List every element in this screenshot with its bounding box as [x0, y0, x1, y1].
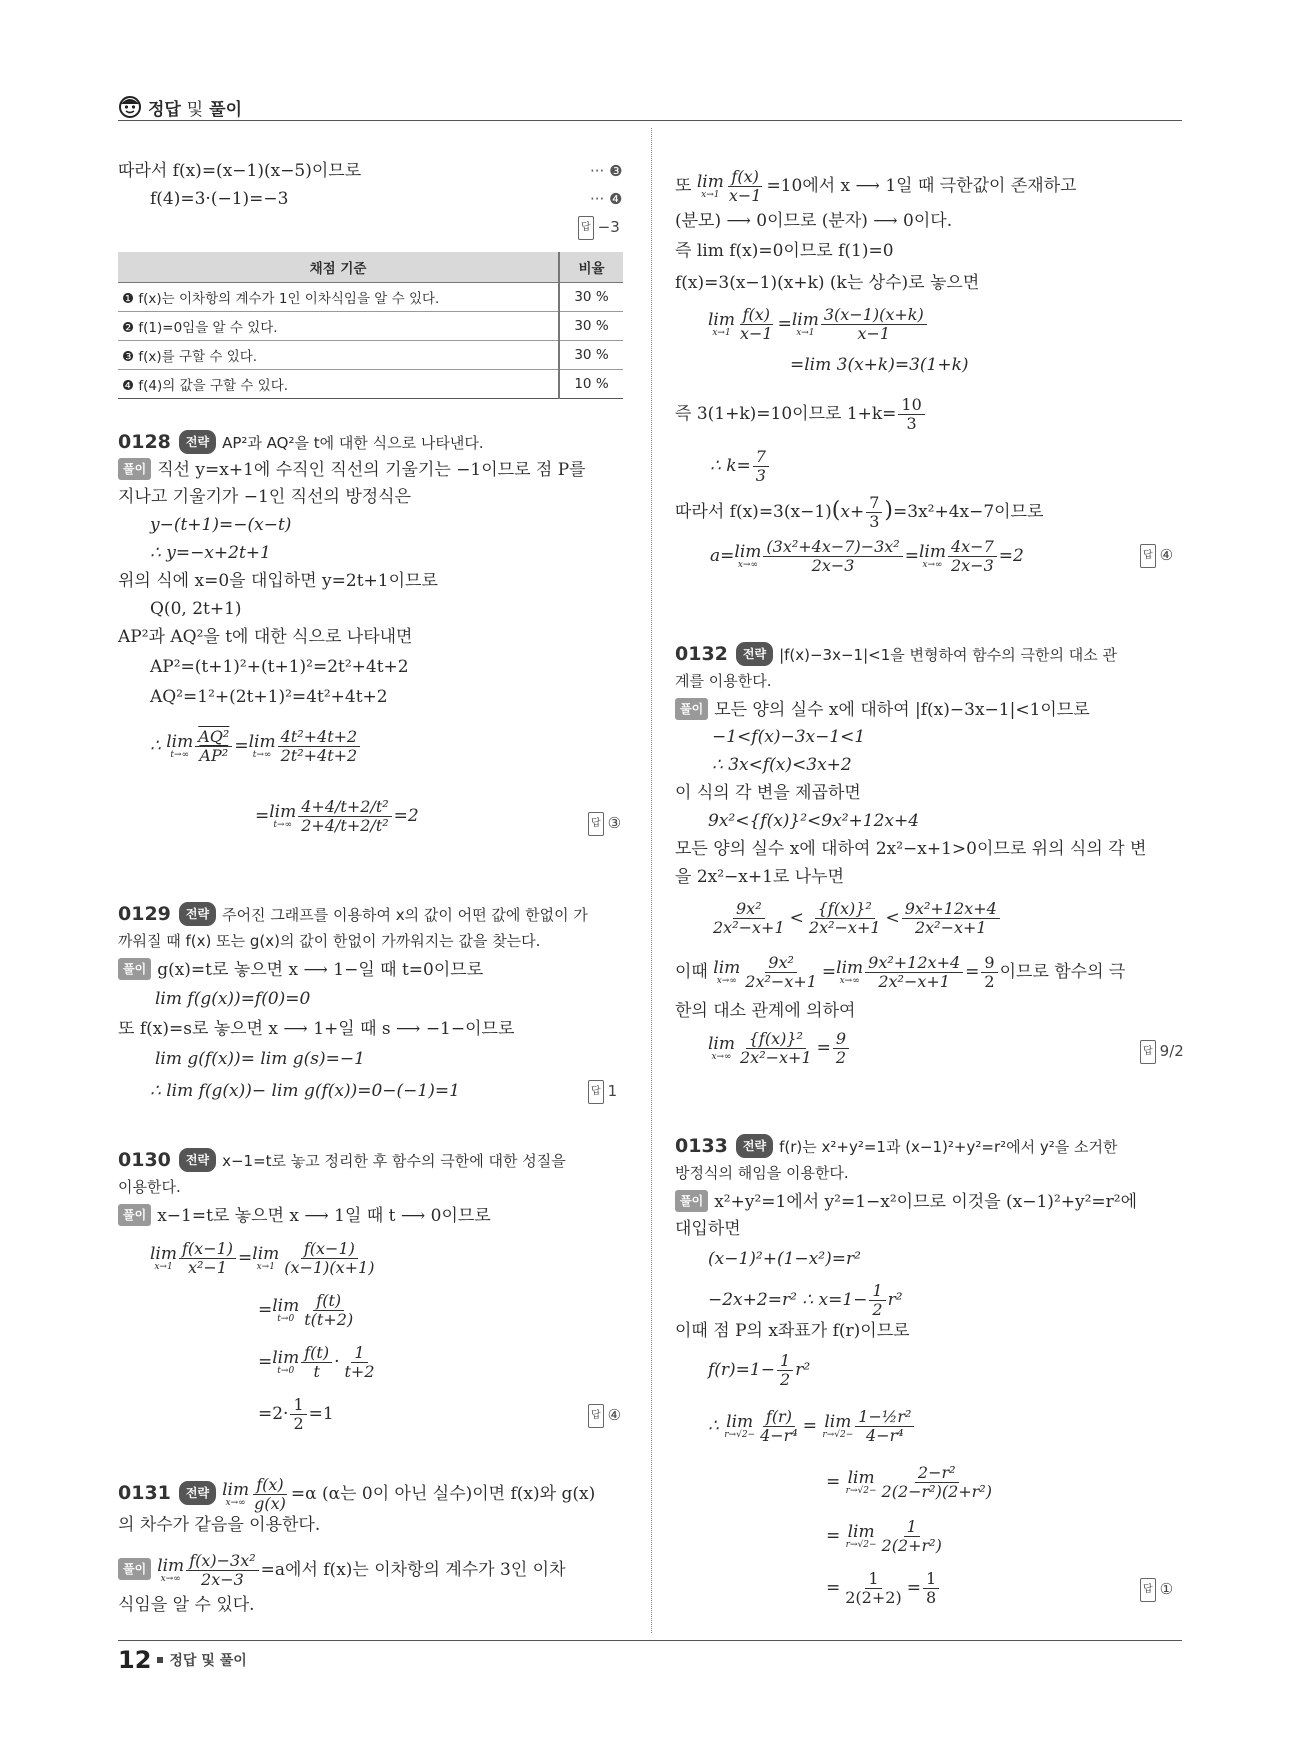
scoring-criteria-table [118, 252, 623, 399]
criteria-item: ❷ f(1)=0임을 알 수 있다. [118, 312, 559, 341]
p0132-line: 풀이 모든 양의 실수 x에 대하여 |f(x)−3x−1|<1이므로 [675, 698, 1090, 721]
p0131-limit-a: lim x→1 $\frac{f(x)}{x-1}$ =lim x→1 $\frac{3(x-1)(x+k)}{x-1}$ [708, 306, 929, 343]
p0128-line: AP²과 AQ²을 t에 대한 식으로 나타내면 [118, 627, 413, 647]
p0133-line: −2x+2=r² ∴ x=1− $\frac{1}{2}$ r² [708, 1281, 903, 1319]
p0133-line: 대입하면 [675, 1219, 741, 1239]
p0132-line: 이 식의 각 변을 제곱하면 [675, 783, 861, 803]
p0128-line: AQ²=1²+(2t+1)²=4t²+4t+2 [150, 687, 388, 707]
p0132-line: −1<f(x)−3x−1<1 [712, 727, 866, 747]
p0130-limit-3: =lim t→0 $\frac{f(t)}{t}$ · $\frac{1}{t+2}$ [258, 1343, 375, 1381]
answer-0133: 답 ① [1140, 1578, 1173, 1602]
ratio-header: 비율 [559, 252, 623, 283]
p0133-limit-2: = lim r→√2− $\frac{\text{2−r²}}{\text{2(2−r²)(2+r²)}}$ [826, 1463, 992, 1501]
page-number: 12 [118, 1646, 152, 1674]
square-bullet-icon [157, 1657, 163, 1663]
p0132-line: 을 2x²−x+1로 나누면 [675, 867, 845, 887]
p0128-line: Q(0, 2t+1) [150, 599, 242, 619]
p0132-line: 9x²<{f(x)}²<9x²+12x+4 [708, 811, 920, 831]
p0128-line: 풀이 직선 y=x+1에 수직인 직선의 기울기는 −1이므로 점 P를 [118, 458, 586, 481]
p0133-line: f(r)=1− $\frac{1}{2}$ r² [708, 1351, 811, 1389]
footer-rule [118, 1640, 1182, 1641]
table-header-row [118, 252, 623, 283]
p0131-right-line: (분모) ⟶ 0이므로 (분자) ⟶ 0이다. [675, 211, 953, 231]
step-mark-3: ··· ❸ [590, 162, 623, 180]
answer-0132: 답 9/2 [1140, 1040, 1184, 1064]
criteria-header: 채점 기준 [118, 252, 559, 283]
criteria-item: ❸ f(x)를 구할 수 있다. [118, 341, 559, 370]
criteria-item: ❶ f(x)는 이차항의 계수가 1인 이차식임을 알 수 있다. [118, 283, 559, 312]
p0128-line: ∴ y=−x+2t+1 [150, 543, 271, 563]
smiley-face-icon [118, 95, 142, 119]
problem-0130-heading: 0130 전략 x−1=t로 놓고 정리한 후 함수의 극한에 대한 성질을 [118, 1149, 566, 1171]
p0131-right-line: 따라서 f(x)=3(x−1)(x+ $\frac{7}{3}$ )=3x²+4x−7이므로 [675, 493, 1044, 531]
p0131-limit-b: a=lim x→∞ $\frac{\text{(3x²+4x−7)−3x²}}{2x-3}$ =lim x→∞ $\frac{4x-7}{2x-3}$ =2 [710, 537, 1024, 575]
page-header [118, 92, 242, 122]
p0130-limit-2: =lim t→0 $\frac{f(t)}{t(t+2)}$ [258, 1291, 354, 1329]
p0131-right-line: ∴ k= $\frac{7}{3}$ [710, 448, 771, 485]
p0128-line: 지나고 기울기가 −1인 직선의 방정식은 [118, 487, 412, 507]
criteria-item: ❹ f(4)의 값을 구할 수 있다. [118, 370, 559, 399]
p0128-line: AP²=(t+1)²+(t+1)²=2t²+4t+2 [150, 657, 409, 677]
p0133-line: 방정식의 해임을 이용한다. [675, 1164, 849, 1182]
p0132-line: 모든 양의 실수 x에 대하여 2x²−x+1>0이므로 위의 식의 각 변 [675, 839, 1147, 859]
p0132-limit: lim x→∞ $\frac{\text{\{f(x)\}²}}{\text{2x²−x+1}}$ = $\frac{9}{2}$ [708, 1030, 851, 1067]
p0133-limit-1: ∴ lim r→√2− $\frac{f(r)}{\text{4−r⁴}}$ = lim r→√2− $\frac{\text{1−½r²}}{\text{4−r⁴}}$ [708, 1408, 916, 1445]
criteria-ratio: 10 % [559, 370, 623, 399]
answer-0129: 답 1 [588, 1080, 617, 1104]
step-mark-4: ··· ❹ [590, 190, 623, 208]
answer-0128: 답 ③ [588, 812, 621, 836]
table-row [118, 370, 623, 399]
p0133-line: 풀이 x²+y²=1에서 y²=1−x²이므로 이것을 (x−1)²+y²=r²에 [675, 1190, 1137, 1213]
p0132-line: 계를 이용한다. [675, 672, 772, 690]
p0129-line: lim g(f(x))= lim g(s)=−1 [155, 1049, 365, 1069]
table-row [118, 283, 623, 312]
p0131-line: 의 차수가 같음을 이용한다. [118, 1515, 321, 1535]
p0132-inequality: $\frac{\text{9x²}}{\text{2x²−x+1}}$ < $\frac{\text{\{f(x)\}²}}{\text{2x²−x+1}}$ < $\frac{\text{9x²+12x+4}}{\text{2x²−x+1}}$ [708, 900, 1002, 937]
p0130-limit-4: =2· $\frac{1}{2}$ =1 [258, 1395, 334, 1433]
criteria-ratio: 30 % [559, 283, 623, 312]
p0128-line: y−(t+1)=−(x−t) [150, 515, 292, 535]
header-rule [118, 120, 1182, 121]
p0128-limit-1: ∴ lim t→∞ $\frac{\text{AQ²}}{\text{AP²}}$ =lim t→∞ $\frac{\text{4t²+4t+2}}{\text{2t²+4t+2}}$ [150, 728, 362, 765]
p0131-line: 풀이 lim x→∞ $\frac{\text{f(x)−3x²}}{2x-3}$ =a에서 f(x)는 이차항의 계수가 3인 이차 [118, 1552, 566, 1589]
p0131-right-line: =lim 3(x+k)=3(1+k) [790, 355, 969, 375]
header-title: 정답 및 풀이 [148, 99, 242, 120]
p0131-right-line: 또 lim x→1 $\frac{f(x)}{x-1}$ =10에서 x ⟶ 1일 때 극한값이 존재하고 [675, 167, 1077, 205]
answer-0131: 답 ④ [1140, 544, 1173, 568]
p0132-line: ∴ 3x<f(x)<3x+2 [712, 755, 852, 775]
p0133-line: (x−1)²+(1−x²)=r² [708, 1249, 861, 1269]
table-row [118, 312, 623, 341]
p0131-right-line: f(x)=3(x−1)(x+k) (k는 상수)로 놓으면 [675, 273, 980, 293]
p0133-limit-3: = lim r→√2− $\frac{1}{\text{2(2+r²)}}$ [826, 1517, 942, 1555]
problem-0133-heading: 0133 전략 f(r)는 x²+y²=1과 (x−1)²+y²=r²에서 y²을 소거한 [675, 1135, 1118, 1157]
p0132-line: 한의 대소 관계에 의하여 [675, 1001, 856, 1021]
left-top-line-1: 따라서 f(x)=(x−1)(x−5)이므로 [118, 161, 362, 181]
table-row [118, 341, 623, 370]
p0131-right-line: 즉 3(1+k)=10이므로 1+k= $\frac{10}{3}$ [675, 396, 927, 433]
p0130-line: 풀이 x−1=t로 놓으면 x ⟶ 1일 때 t ⟶ 0이므로 [118, 1204, 491, 1227]
problem-0132-heading: 0132 전략 |f(x)−3x−1|<1을 변형하여 함수의 극한의 대소 관 [675, 643, 1117, 665]
p0128-limit-2: =lim t→∞ $\frac{\text{4+4/t+2/t²}}{\text{2+4/t+2/t²}}$ =2 [255, 797, 419, 835]
answer-0130: 답 ④ [588, 1404, 621, 1428]
page-footer [118, 1646, 247, 1674]
left-top-line-2: f(4)=3·(−1)=−3 [150, 189, 289, 209]
problem-0128-heading: 0128 전략 AP²과 AQ²을 t에 대한 식으로 나타낸다. [118, 431, 484, 453]
problem-0131-heading: 0131 전략 lim x→∞ $\frac{f(x)}{g(x)}$ =α (α는 0이 아닌 실수)이면 f(x)와 g(x) [118, 1475, 596, 1513]
p0129-line: ∴ lim f(g(x))− lim g(f(x))=0−(−1)=1 [150, 1081, 460, 1101]
criteria-ratio: 30 % [559, 341, 623, 370]
p0129-line: 까워질 때 f(x) 또는 g(x)의 값이 한없이 가까워지는 값을 찾는다. [118, 932, 541, 950]
answer-top: 답 −3 [578, 216, 620, 240]
p0130-line: 이용한다. [118, 1178, 181, 1196]
p0131-line: 식임을 알 수 있다. [118, 1595, 255, 1615]
criteria-ratio: 30 % [559, 312, 623, 341]
p0133-limit-4: = $\frac{1}{2(2+2)}$ = $\frac{1}{8}$ [826, 1570, 941, 1607]
problem-0129-heading: 0129 전략 주어진 그래프를 이용하여 x의 값이 어떤 값에 한없이 가 [118, 903, 588, 925]
p0130-limit-1: lim x→1 $\frac{f(x-1)}{\text{x²−1}}$ =lim x→1 $\frac{f(x-1)}{(x-1)(x+1)}$ [150, 1239, 375, 1277]
p0129-line: 풀이 g(x)=t로 놓으면 x ⟶ 1−일 때 t=0이므로 [118, 958, 483, 981]
p0128-line: 위의 식에 x=0을 대입하면 y=2t+1이므로 [118, 571, 438, 591]
p0129-line: lim f(g(x))=f(0)=0 [155, 989, 311, 1009]
footer-title: 정답 및 풀이 [169, 1653, 247, 1669]
p0129-line: 또 f(x)=s로 놓으면 x ⟶ 1+일 때 s ⟶ −1−이므로 [118, 1019, 515, 1039]
column-divider [651, 128, 652, 1633]
p0131-right-line: 즉 lim f(x)=0이므로 f(1)=0 [675, 241, 894, 261]
p0133-line: 이때 점 P의 x좌표가 f(r)이므로 [675, 1321, 910, 1341]
p0132-line: 이때 lim x→∞ $\frac{\text{9x²}}{\text{2x²−x+1}}$ =lim x→∞ $\frac{\text{9x²+12x+4}}{\text{2x²−x+1}}$ = $\frac{9}{2}$ 이므로 함수의 극 [675, 953, 1126, 991]
